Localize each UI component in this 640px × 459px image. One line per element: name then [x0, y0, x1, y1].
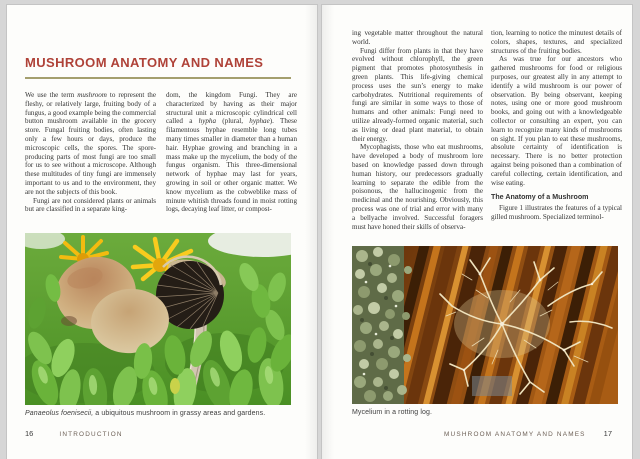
- chapter-title: MUSHROOM ANATOMY AND NAMES: [25, 55, 264, 70]
- text-run: dom, the kingdom Fungi. They are characterized by having as their major structural unit a microscopic cylindrical cell called a: [166, 91, 297, 126]
- body-column: [166, 91, 297, 231]
- species-name: Panaeolus foenisecii,: [25, 410, 94, 417]
- text-run: ). These filamentous hyphae resemble long tubes many times smaller in diameter than a human hair. Hyphae growing and branching in a mass make up the mycelium, the body of the fungus organism. This three-dimensional network of hyphae may last for years, growing in soil or other organic matter. We know mycelium as the cobweblike mass of minute whitish threads found in moist rotting logs, decaying leaf litter, or compost-: [166, 117, 297, 214]
- photo-caption: [352, 409, 622, 416]
- mushroom-photo: [25, 233, 291, 417]
- paragraph: [166, 91, 297, 214]
- body-column: [352, 29, 483, 245]
- body-columns-right-page: [352, 29, 622, 245]
- page-right: [321, 4, 633, 459]
- caption-text: a ubiquitous mushroom in grassy areas and gardens.: [93, 410, 266, 417]
- paragraph: tion, learning to notice the minutest details of colors, shapes, textures, and specialized structures of the fruiting bodies.: [491, 29, 622, 55]
- page-number: 17: [603, 429, 612, 438]
- page-number: 16: [25, 429, 34, 438]
- body-columns-left-page: [25, 91, 299, 231]
- running-head: INTRODUCTION: [59, 431, 123, 438]
- italic-term: mushroom: [77, 91, 107, 99]
- italic-term: hyphae: [249, 117, 270, 126]
- running-head: MUSHROOM ANATOMY AND NAMES: [444, 431, 586, 438]
- text-run: We use the term: [25, 91, 78, 99]
- paragraph: Mycophagists, those who eat mushrooms, have developed a body of mushroom lore based on knowledge passed down through human history, our predecessors gradually learning to separate the edible from the poisonous, the hallucinogenic from the medicinal and the nourishing. Obviously, this process was one of trial and error with many a bellyache involved. Successful foragers must have honed their skills of observa-: [352, 143, 483, 231]
- paragraph: As was true for our ancestors who gathered mushrooms for food or religious purposes, our greatest ally in any attempt to identify a wild mushroom is our power of observation. By being observant, keeping notes, using one or more good mushroom books, and going out with a knowledgeable collector or consulting an expert, you can learn to recognize many kinds of mushrooms on sight. If you plan to eat these mushrooms, absolute certainty of identification is necessary. There is no better protection against being poisoned than a combination of careful collecting, certain identification, and wise eating.: [491, 55, 622, 187]
- body-column: [25, 91, 156, 231]
- text-run: (plural,: [216, 117, 250, 126]
- title-rule: [25, 77, 291, 79]
- text-run: to represent the fleshy, or relatively large, fruiting body of a fungus, a good example being the commercial button mushroom available in the grocery store. Fungal fruiting bodies, often lasting only a few hours or days, produce the microscopic cells, the spores. The spore-producing parts of most fungi are too small for us to see without a microscope. Although these multitudes of tiny fungi are immensely important to us and to the environment, they are not the subjects of this book.: [25, 91, 156, 196]
- mycelium-photo: [352, 246, 618, 416]
- section-subhead: The Anatomy of a Mushroom: [491, 193, 589, 202]
- paragraph: Fungi differ from plants in that they have evolved without chlorophyll, the green pigment that promotes photosynthesis in green plants. This life-giving chemical process uses the sun’s energy to make carbohydrates. Nutritional requirements of fungi are similar in some ways to those of humans and other animals: Fungi need to utilize already-formed organic material, such as living or dead plant material, to obtain their energy.: [352, 46, 483, 143]
- page-footer: [25, 429, 123, 438]
- page-left: [6, 4, 318, 459]
- italic-term: hypha: [198, 117, 216, 126]
- photo-caption: [25, 410, 295, 417]
- caption-text: Mycelium in a rotting log.: [352, 409, 433, 416]
- paragraph: Figure 1 illustrates the features of a typical gilled mushroom. Specialized terminol-: [491, 204, 622, 221]
- paragraph: ing vegetable matter throughout the natural world.: [352, 29, 483, 46]
- paragraph: [25, 91, 156, 197]
- page-footer: [352, 429, 612, 438]
- paragraph: Fungi are not considered plants or animals but are classified in a separate king-: [25, 196, 156, 214]
- body-column: [491, 29, 622, 245]
